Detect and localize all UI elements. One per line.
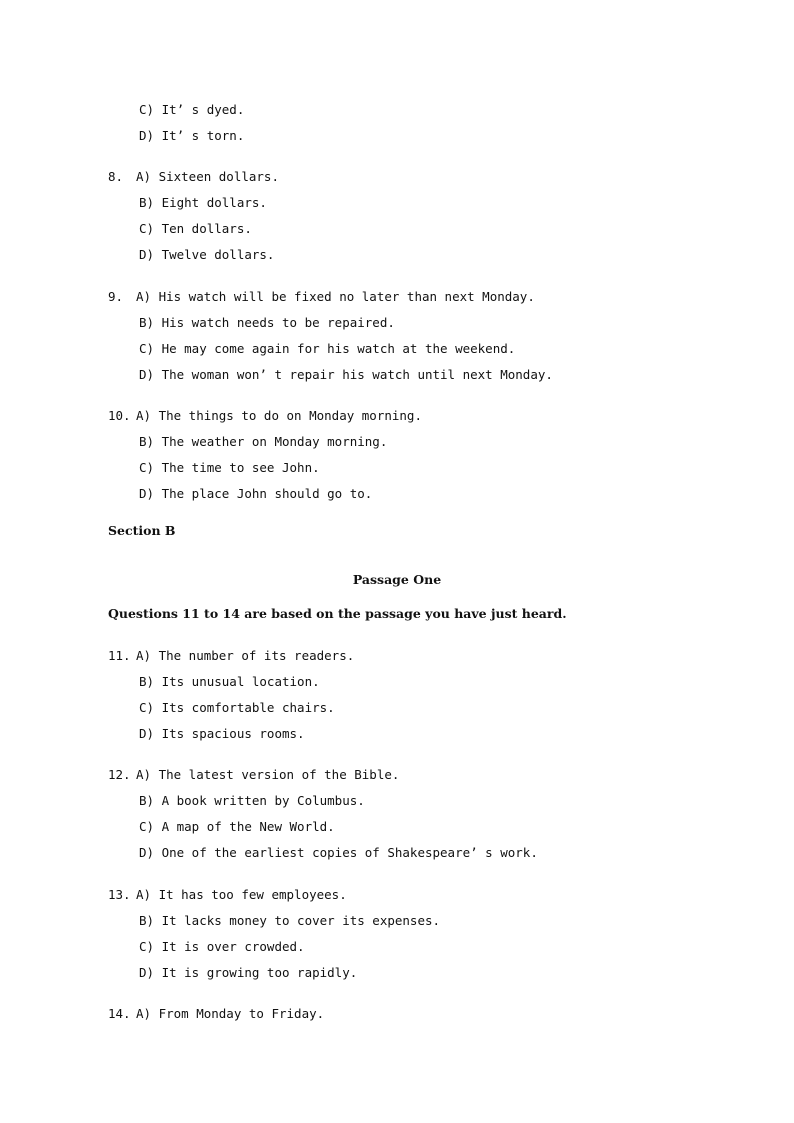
q7-option-c: C) It’ s dyed. (139, 102, 245, 117)
q8-option-d: D) Twelve dollars. (139, 247, 275, 262)
q14-option-a: A) From Monday to Friday. (136, 1006, 325, 1021)
q9-option-b: B) His watch needs to be repaired. (139, 315, 395, 330)
q8-number: 8. (108, 169, 124, 184)
q7-option-d: D) It’ s torn. (139, 128, 245, 143)
q11-option-a: A) The number of its readers. (136, 648, 355, 663)
q9-option-a: A) His watch will be fixed no later than next Monday. (136, 289, 535, 304)
q12-option-a: A) The latest version of the Bible. (136, 767, 400, 782)
q8-option-b: B) Eight dollars. (139, 195, 267, 210)
q13-option-a: A) It has too few employees. (136, 887, 347, 902)
q11-option-c: C) Its comfortable chairs. (139, 700, 335, 715)
q9-option-d: D) The woman won’ t repair his watch until next Monday. (139, 367, 553, 382)
q10-number: 10. (108, 408, 131, 423)
q10-option-d: D) The place John should go to. (139, 486, 373, 501)
q12-option-c: C) A map of the New World. (139, 819, 335, 834)
q10-option-b: B) The weather on Monday morning. (139, 434, 388, 449)
q8-option-c: C) Ten dollars. (139, 221, 252, 236)
passage-title: Passage One (352, 572, 442, 587)
q13-option-c: C) It is over crowded. (139, 939, 305, 954)
q8-option-a: A) Sixteen dollars. (136, 169, 279, 184)
q14-number: 14. (108, 1006, 131, 1021)
q13-option-d: D) It is growing too rapidly. (139, 965, 358, 980)
q9-number: 9. (108, 289, 124, 304)
q13-number: 13. (108, 887, 131, 902)
q12-option-d: D) One of the earliest copies of Shakespeare’ s work. (139, 845, 538, 860)
q12-option-b: B) A book written by Columbus. (139, 793, 365, 808)
q11-option-b: B) Its unusual location. (139, 674, 320, 689)
q10-option-c: C) The time to see John. (139, 460, 320, 475)
q12-number: 12. (108, 767, 131, 782)
q11-number: 11. (108, 648, 131, 663)
instructions: Questions 11 to 14 are based on the passage you have just heard. (108, 606, 567, 621)
q10-option-a: A) The things to do on Monday morning. (136, 408, 422, 423)
q11-option-d: D) Its spacious rooms. (139, 726, 305, 741)
q9-option-c: C) He may come again for his watch at the weekend. (139, 341, 516, 356)
q13-option-b: B) It lacks money to cover its expenses. (139, 913, 441, 928)
section-heading: Section B (108, 523, 176, 538)
